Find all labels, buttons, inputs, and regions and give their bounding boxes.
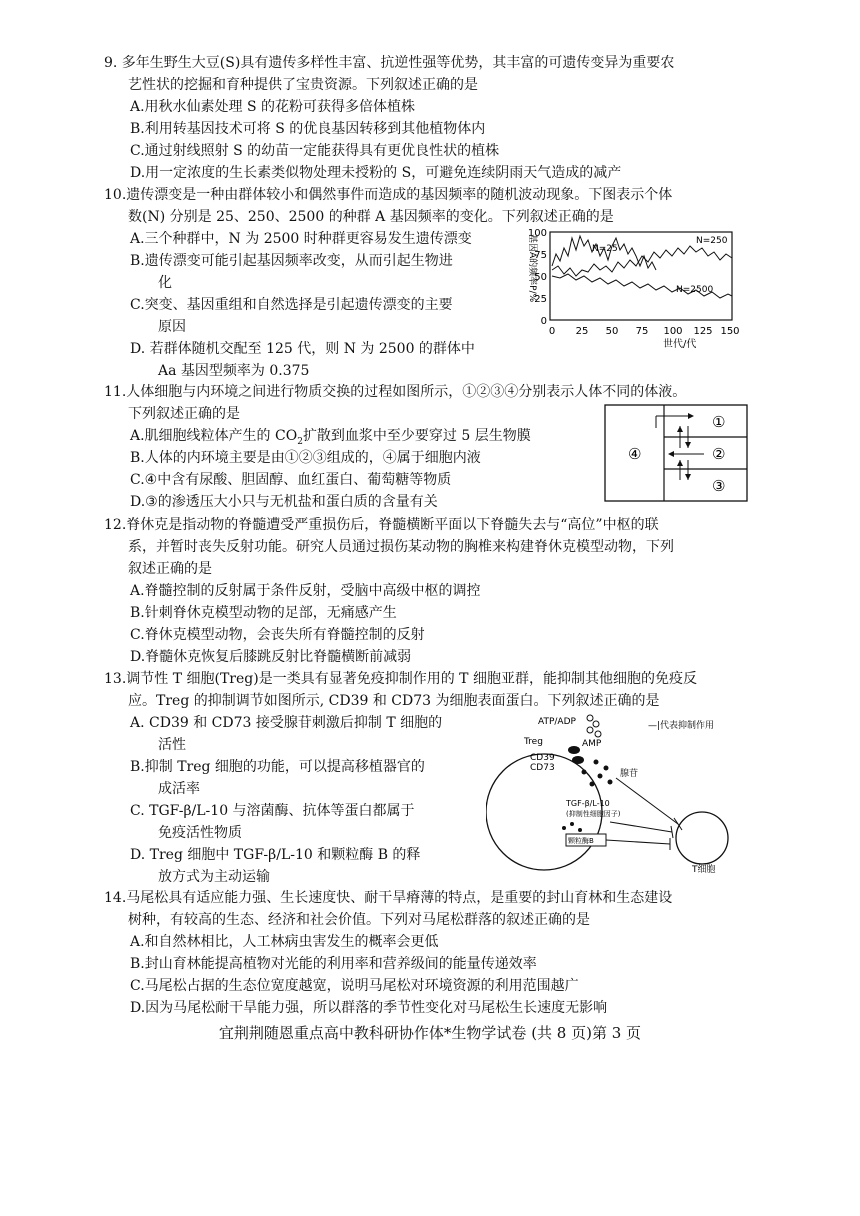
q14-option-d: D.因为马尾松耐干旱能力强，所以群落的季节性变化对马尾松生长速度无影响 — [130, 1000, 608, 1016]
body-fluid-figure — [604, 404, 748, 502]
q14-stem-line2: 树种，有较高的生态、经济和社会价值。下列对马尾松群落的叙述正确的是 — [128, 912, 590, 928]
q14-option-c: C.马尾松占据的生态位宽度越宽，说明马尾松对环境资源的利用范围越广 — [130, 978, 579, 994]
drift-x-tick-0: 0 — [548, 326, 556, 337]
q13-option-a-line1: A. CD39 和 CD73 接受腺苷刺激后抑制 T 细胞的 — [130, 715, 443, 731]
q10-option-b-line2: 化 — [158, 275, 172, 291]
q10-option-b-line1: B.遗传漂变可能引起基因频率改变，从而引起生物进 — [130, 253, 453, 269]
q13-option-c-line2: 免疫活性物质 — [158, 825, 242, 841]
drift-y-tick-50: 50 — [534, 272, 547, 283]
drift-y-tick-25: 25 — [534, 294, 547, 305]
q12-option-b: B.针刺脊休克模型动物的足部，无痛感产生 — [130, 605, 397, 621]
drift-label-n2500: N=2500 — [676, 285, 714, 295]
q9-option-d: D.用一定浓度的生长素类似物处理未授粉的 S，可避免连续阴雨天气造成的减产 — [130, 165, 622, 181]
q13-option-c-line1: C. TGF-β/L-10 与溶菌酶、抗体等蛋白都属于 — [130, 803, 415, 819]
drift-y-tick-75: 75 — [534, 250, 547, 261]
treg-amp-label: AMP — [582, 739, 602, 749]
q10-option-c-line2: 原因 — [158, 319, 186, 335]
treg-mechanism-figure — [486, 712, 730, 876]
q10-stem-line1: 10.遗传漂变是一种由群体较小和偶然事件而造成的基因频率的随机波动现象。下图表示个体 — [104, 187, 673, 203]
q11-option-a-text: A.肌细胞线粒体产生的 CO — [130, 428, 298, 444]
treg-cd73-label: CD73 — [530, 763, 555, 773]
treg-granzyme-label: 颗粒酶B — [568, 837, 594, 845]
q14-stem-line1: 14.马尾松具有适应能力强、生长速度快、耐干旱瘠薄的特点，是重要的封山育林和生态建设 — [104, 890, 673, 906]
q9-option-b: B.利用转基因技术可将 S 的优良基因转移到其他植物体内 — [130, 121, 486, 137]
q13-option-a-line2: 活性 — [158, 737, 186, 753]
drift-x-tick-50: 50 — [605, 326, 619, 337]
q11-option-c: C.④中含有尿酸、胆固醇、血红蛋白、葡萄糖等物质 — [130, 472, 452, 488]
q10-stem-line2: 数(N) 分别是 25、250、2500 的种群 A 基因频率的变化。下列叙述正确的是 — [128, 209, 614, 225]
q12-option-d: D.脊髓休克恢复后膝跳反射比脊髓横断前减弱 — [130, 649, 412, 665]
q11-option-b: B.人体的内环境主要是由①②③组成的，④属于细胞内液 — [130, 450, 481, 466]
q12-stem-line1: 12.脊休克是指动物的脊髓遭受严重损伤后，脊髓横断平面以下脊髓失去与“高位”中枢的联 — [104, 517, 659, 533]
q10-option-d-line2: Aa 基因型频率为 0.375 — [158, 363, 310, 379]
drift-label-n250: N=250 — [696, 236, 728, 246]
q13-stem-line2: 应。Treg 的抑制调节如图所示, CD39 和 CD73 为细胞表面蛋白。下列叙述正确的是 — [128, 693, 660, 709]
q13-stem-line1: 13.调节性 T 细胞(Treg)是一类具有显著免疫抑制作用的 T 细胞亚群，能抑制其他细胞的免疫反 — [104, 671, 697, 687]
fluid-label-1: ① — [712, 413, 726, 431]
q11-option-d: D.③的渗透压大小只与无机盐和蛋白质的含量有关 — [130, 494, 438, 510]
q13-option-d-line2: 放方式为主动运输 — [158, 869, 270, 885]
q10-option-d-line1: D. 若群体随机交配至 125 代，则 N 为 2500 的群体中 — [130, 341, 475, 357]
q14-option-b: B.封山育林能提高植物对光能的利用率和营养级间的能量传递效率 — [130, 956, 537, 972]
drift-x-tick-75: 75 — [635, 326, 649, 337]
q10-option-c-line1: C.突变、基因重组和自然选择是引起遗传漂变的主要 — [130, 297, 453, 313]
q9-option-a: A.用秋水仙素处理 S 的花粉可获得多倍体植株 — [130, 99, 416, 115]
drift-y-tick-0: 0 — [540, 316, 547, 327]
cd73-receptor — [572, 756, 584, 764]
treg-cd39-label: CD39 — [530, 753, 555, 763]
q13-option-b-line2: 成活率 — [158, 781, 200, 797]
treg-legend-inhibition: —|代表抑制作用 — [648, 721, 715, 731]
drift-x-axis-label: 世代/代 — [663, 339, 697, 350]
q9-stem-line1: 9. 多年生野生大豆(S)具有遗传多样性丰富、抗逆性强等优势，其丰富的可遗传变异为重要农 — [104, 55, 675, 71]
fluid-outer-box — [605, 405, 747, 501]
q13-option-d-line1: D. Treg 细胞中 TGF-β/L-10 和颗粒酶 B 的释 — [130, 847, 421, 863]
drift-x-tick-125: 125 — [693, 326, 713, 337]
drift-label-n25: N=25 — [592, 244, 618, 254]
genetic-drift-figure — [518, 226, 744, 350]
q11-stem-line1: 11.人体细胞与内环境之间进行物质交换的过程如图所示，①②③④分别表示人体不同的体液。 — [104, 384, 687, 400]
q9-stem-line2: 艺性状的挖掘和育种提供了宝贵资源。下列叙述正确的是 — [128, 77, 478, 93]
fluid-label-2: ② — [712, 445, 726, 463]
treg-adenosine-label: 腺苷 — [620, 769, 639, 779]
q9-option-c: C.通过射线照射 S 的幼苗一定能获得具有更优良性状的植株 — [130, 143, 500, 159]
page-footer: 宜荆荆随恩重点高中教科研协作体*生物学试卷 (共 8 页)第 3 页 — [218, 1024, 642, 1042]
treg-atp-adp-label: ATP/ADP — [538, 717, 576, 727]
t-cell — [676, 812, 728, 864]
q12-option-a: A.脊髓控制的反射属于条件反射，受脑中高级中枢的调控 — [130, 583, 481, 599]
drift-x-tick-25: 25 — [575, 326, 589, 337]
q12-stem-line2: 系，并暂时丧失反射功能。研究人员通过损伤某动物的胸椎来构建脊休克模型动物，下列 — [128, 539, 674, 555]
drift-x-tick-150: 150 — [720, 326, 740, 337]
treg-cell-label: Treg — [524, 737, 543, 747]
q10-option-a: A.三个种群中，N 为 2500 时种群更容易发生遗传漂变 — [130, 231, 472, 247]
treg-tgf-label: TGF-β/L-10 — [566, 799, 610, 808]
q11-stem-line2: 下列叙述正确的是 — [128, 406, 240, 422]
t-cell-label: T细胞 — [692, 865, 716, 875]
drift-x-tick-100: 100 — [663, 326, 683, 337]
fluid-label-4: ④ — [628, 445, 642, 463]
q11-option-a-text-rest: 扩散到血浆中至少要穿过 5 层生物膜 — [302, 428, 531, 444]
q14-option-a: A.和自然林相比，人工林病虫害发生的概率会更低 — [130, 934, 439, 950]
treg-tgf-note: (抑制性细胞因子) — [566, 810, 621, 818]
q11-option-a-subscript: 2 — [297, 436, 303, 447]
drift-y-axis-label: 基因A的频率P/% — [527, 234, 537, 303]
fluid-label-3: ③ — [712, 477, 726, 495]
drift-y-tick-100: 100 — [527, 228, 547, 239]
q12-stem-line3: 叙述正确的是 — [128, 561, 212, 577]
cd39-receptor — [568, 746, 580, 754]
q12-option-c: C.脊休克模型动物，会丧失所有脊髓控制的反射 — [130, 627, 425, 643]
q13-option-b-line1: B.抑制 Treg 细胞的功能，可以提高移植器官的 — [130, 759, 425, 775]
